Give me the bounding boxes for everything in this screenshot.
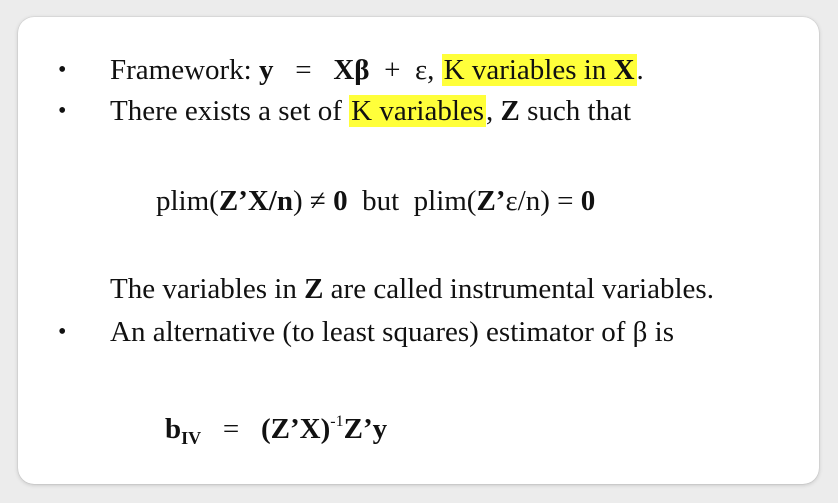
biv-equals: = xyxy=(222,413,240,445)
instrument-tail: such that xyxy=(519,95,632,127)
instrument-z: Z xyxy=(500,95,520,127)
sentence-z: Z xyxy=(304,273,324,305)
biv-equation xyxy=(165,405,387,455)
plim-close: ) xyxy=(292,185,303,217)
framework-y: y xyxy=(259,54,274,86)
biv-b: b xyxy=(165,413,182,445)
plim-not-equal: ≠ xyxy=(302,185,334,217)
bullet-estimator xyxy=(110,315,674,349)
instrument-lead: There exists a set of xyxy=(110,95,350,127)
framework-equals: = xyxy=(295,54,312,86)
plim-z-prime: Z’ xyxy=(476,185,506,217)
plim-eps-n: ε/n) = xyxy=(505,185,581,217)
biv-inverse: -1 xyxy=(330,413,344,430)
biv-zx: (Z’X) xyxy=(261,413,331,445)
estimator-post: is xyxy=(647,316,674,348)
bullet-dot-2: • xyxy=(58,98,67,124)
plim-zx-n: Z’X/n xyxy=(218,185,293,217)
instrument-highlight: K variables xyxy=(351,95,485,127)
framework-lead: Framework: xyxy=(110,54,259,86)
plim-zero-1: 0 xyxy=(333,185,348,217)
framework-xbeta: Xβ xyxy=(333,54,370,86)
framework-epsilon: ε, xyxy=(414,54,435,86)
bullet-framework xyxy=(110,53,644,87)
framework-period: . xyxy=(636,54,644,86)
bullet-dot-1: • xyxy=(58,57,67,83)
estimator-pre: An alternative (to least squares) estimator of xyxy=(110,316,633,348)
bullet-dot-3: • xyxy=(58,319,67,345)
estimator-beta: β xyxy=(632,316,648,348)
instrument-comma: , xyxy=(486,95,501,127)
framework-hl-x: X xyxy=(613,54,635,86)
framework-highlight xyxy=(442,54,637,86)
framework-hl-text: K variables in xyxy=(443,54,614,86)
plim-equation xyxy=(156,184,595,218)
sentence-pre: The variables in xyxy=(110,273,305,305)
biv-zy: Z’y xyxy=(343,413,388,445)
plim-zero-2: 0 xyxy=(580,185,596,217)
sentence-post: are called instrumental variables. xyxy=(323,273,714,305)
plim-but: but plim( xyxy=(347,185,477,217)
biv-subscript: IV xyxy=(181,428,202,448)
bullet-instrument-set xyxy=(110,94,631,128)
framework-plus: + xyxy=(384,54,401,86)
instrumental-sentence xyxy=(110,272,714,306)
plim-open: plim( xyxy=(156,185,219,217)
